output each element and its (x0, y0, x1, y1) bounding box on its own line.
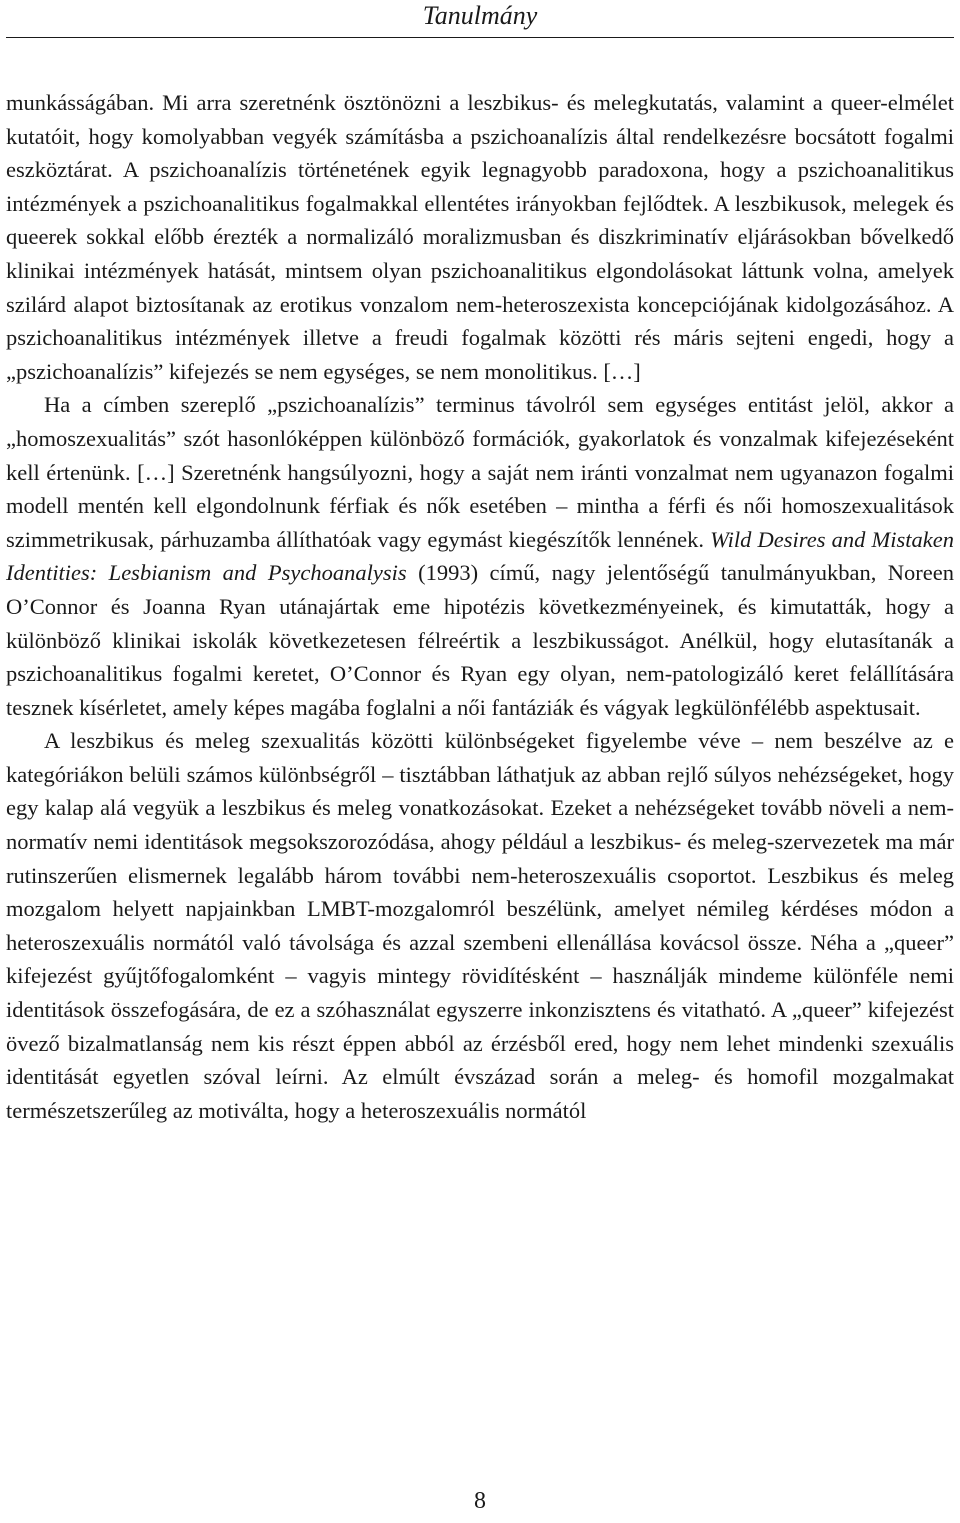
paragraph-2-text-a: Ha a címben szereplő „pszichoanalízis” terminus távolról sem egységes entitást jelöl, akkor a „homoszexualitás” szót hasonlóképpen különböző formációk, gyakorlatok és vonzalmak kifejezéseként kell értenünk. […] Szeretnénk hangsúlyozni, hogy a saját nem iránti vonzalmat nem ugyanazon fogalmi modell mentén kell elgondolnunk férfiak és nők esetében – mintha a férfi és női homoszexualitások szimmetrikusak, párhuzamba állíthatóak vagy egymást kiegészítők lennének. (6, 392, 954, 552)
book-title: Wild Desires and Mistaken Identities: Lesbianism and Psychoanalysis (6, 526, 954, 586)
paragraph-3 (6, 724, 954, 1127)
paragraph-2-text-b: (1993) című, nagy jelentőségű tanulmányukban, Noreen O’Connor és Joanna Ryan utánajártak eme hipotézis következményeinek, és kimutatták, hogy a különböző klinikai iskolák következetesen félreértik a leszbikusságot. Anélkül, hogy elutasítanák a pszichoanalitikus fogalmi keretet, O’Connor és Ryan egy olyan, nem-patologizáló keret felállítására tesznek kísérletet, amely képes magába foglalni a női fantáziák és vágyak legkülönfélébb aspektusait. (6, 560, 954, 720)
page-number: 8 (474, 1488, 486, 1514)
running-head-title: Tanulmány (422, 1, 538, 30)
paragraph-1-text: munkásságában. Mi arra szeretnénk ösztönözni a leszbikus- és melegkutatás, valamint a queer-elmélet kutatóit, hogy komolyabban vegyék számításba a pszichoanalízis által rendelkezésre bocsátott fogalmi eszköztárat. A pszichoanalízis történetének egyik legnagyobb paradoxona, hogy a pszichoanalitikus intézmények a pszichoanalitikus fogalmakkal ellentétes irányokban fejlődtek. A leszbikusok, melegek és queerek sokkal előbb érezték a normalizáló moralizmusban és diszkriminatív eljárásokban bővelkedő klinikai intézmények hatását, mintsem olyan pszichoanalitikus elgondolásokat láttunk volna, amelyek szilárd alapot biztosítanak az erotikus vonzalom nem-heteroszexista koncepciójának kidolgozásához. A pszichoanalitikus intézmények illetve a freudi fogalmak közötti rés máris sejteni engedi, hogy a „pszichoanalízis” kifejezés se nem egységes, se nem monolitikus. […] (6, 90, 954, 384)
article-body (6, 86, 954, 1127)
paragraph-1 (6, 86, 954, 388)
paragraph-3-text: A leszbikus és meleg szexualitás közötti különbségeket figyelembe véve – nem beszélve az e kategóriákon belüli számos különbségről – tisztábban láthatjuk az abban rejlő súlyos nehézségeket, hogy egy kalap alá vegyük a leszbikus és meleg vonatkozásokat. Ezeket a nehézségeket tovább növeli a nem-normatív nemi identitások megsokszorozódása, ahogy például a leszbikus- és meleg-szervezetek ma már rutinszerűen elismernek legalább három további nem-heteroszexuális csoportot. Leszbikus és meleg mozgalom helyett napjainkban LMBT-mozgalomról beszélünk, amelyet némileg kérdéses módon a heteroszexuális normától való távolsága és azzal szembeni ellenállása kovácsol össze. Néha a „queer” kifejezést gyűjtőfogalomként – vagyis mintegy rövidítésként – használják mindeme különféle nemi identitások összefogására, de ez a szóhasználat egyszerre inkonzisztens és vitatható. A „queer” kifejezést övező bizalmatlanság nem kis részt éppen abból az érzésből ered, hogy nem lehet mindenki szexuális identitását egyetlen szóval leírni. Az elmúlt évszázad során a meleg- és homofil mozgalmakat természetszerűleg az motiválta, hogy a heteroszexuális normától (6, 728, 954, 1123)
header-rule (6, 37, 954, 38)
paragraph-2 (6, 388, 954, 724)
